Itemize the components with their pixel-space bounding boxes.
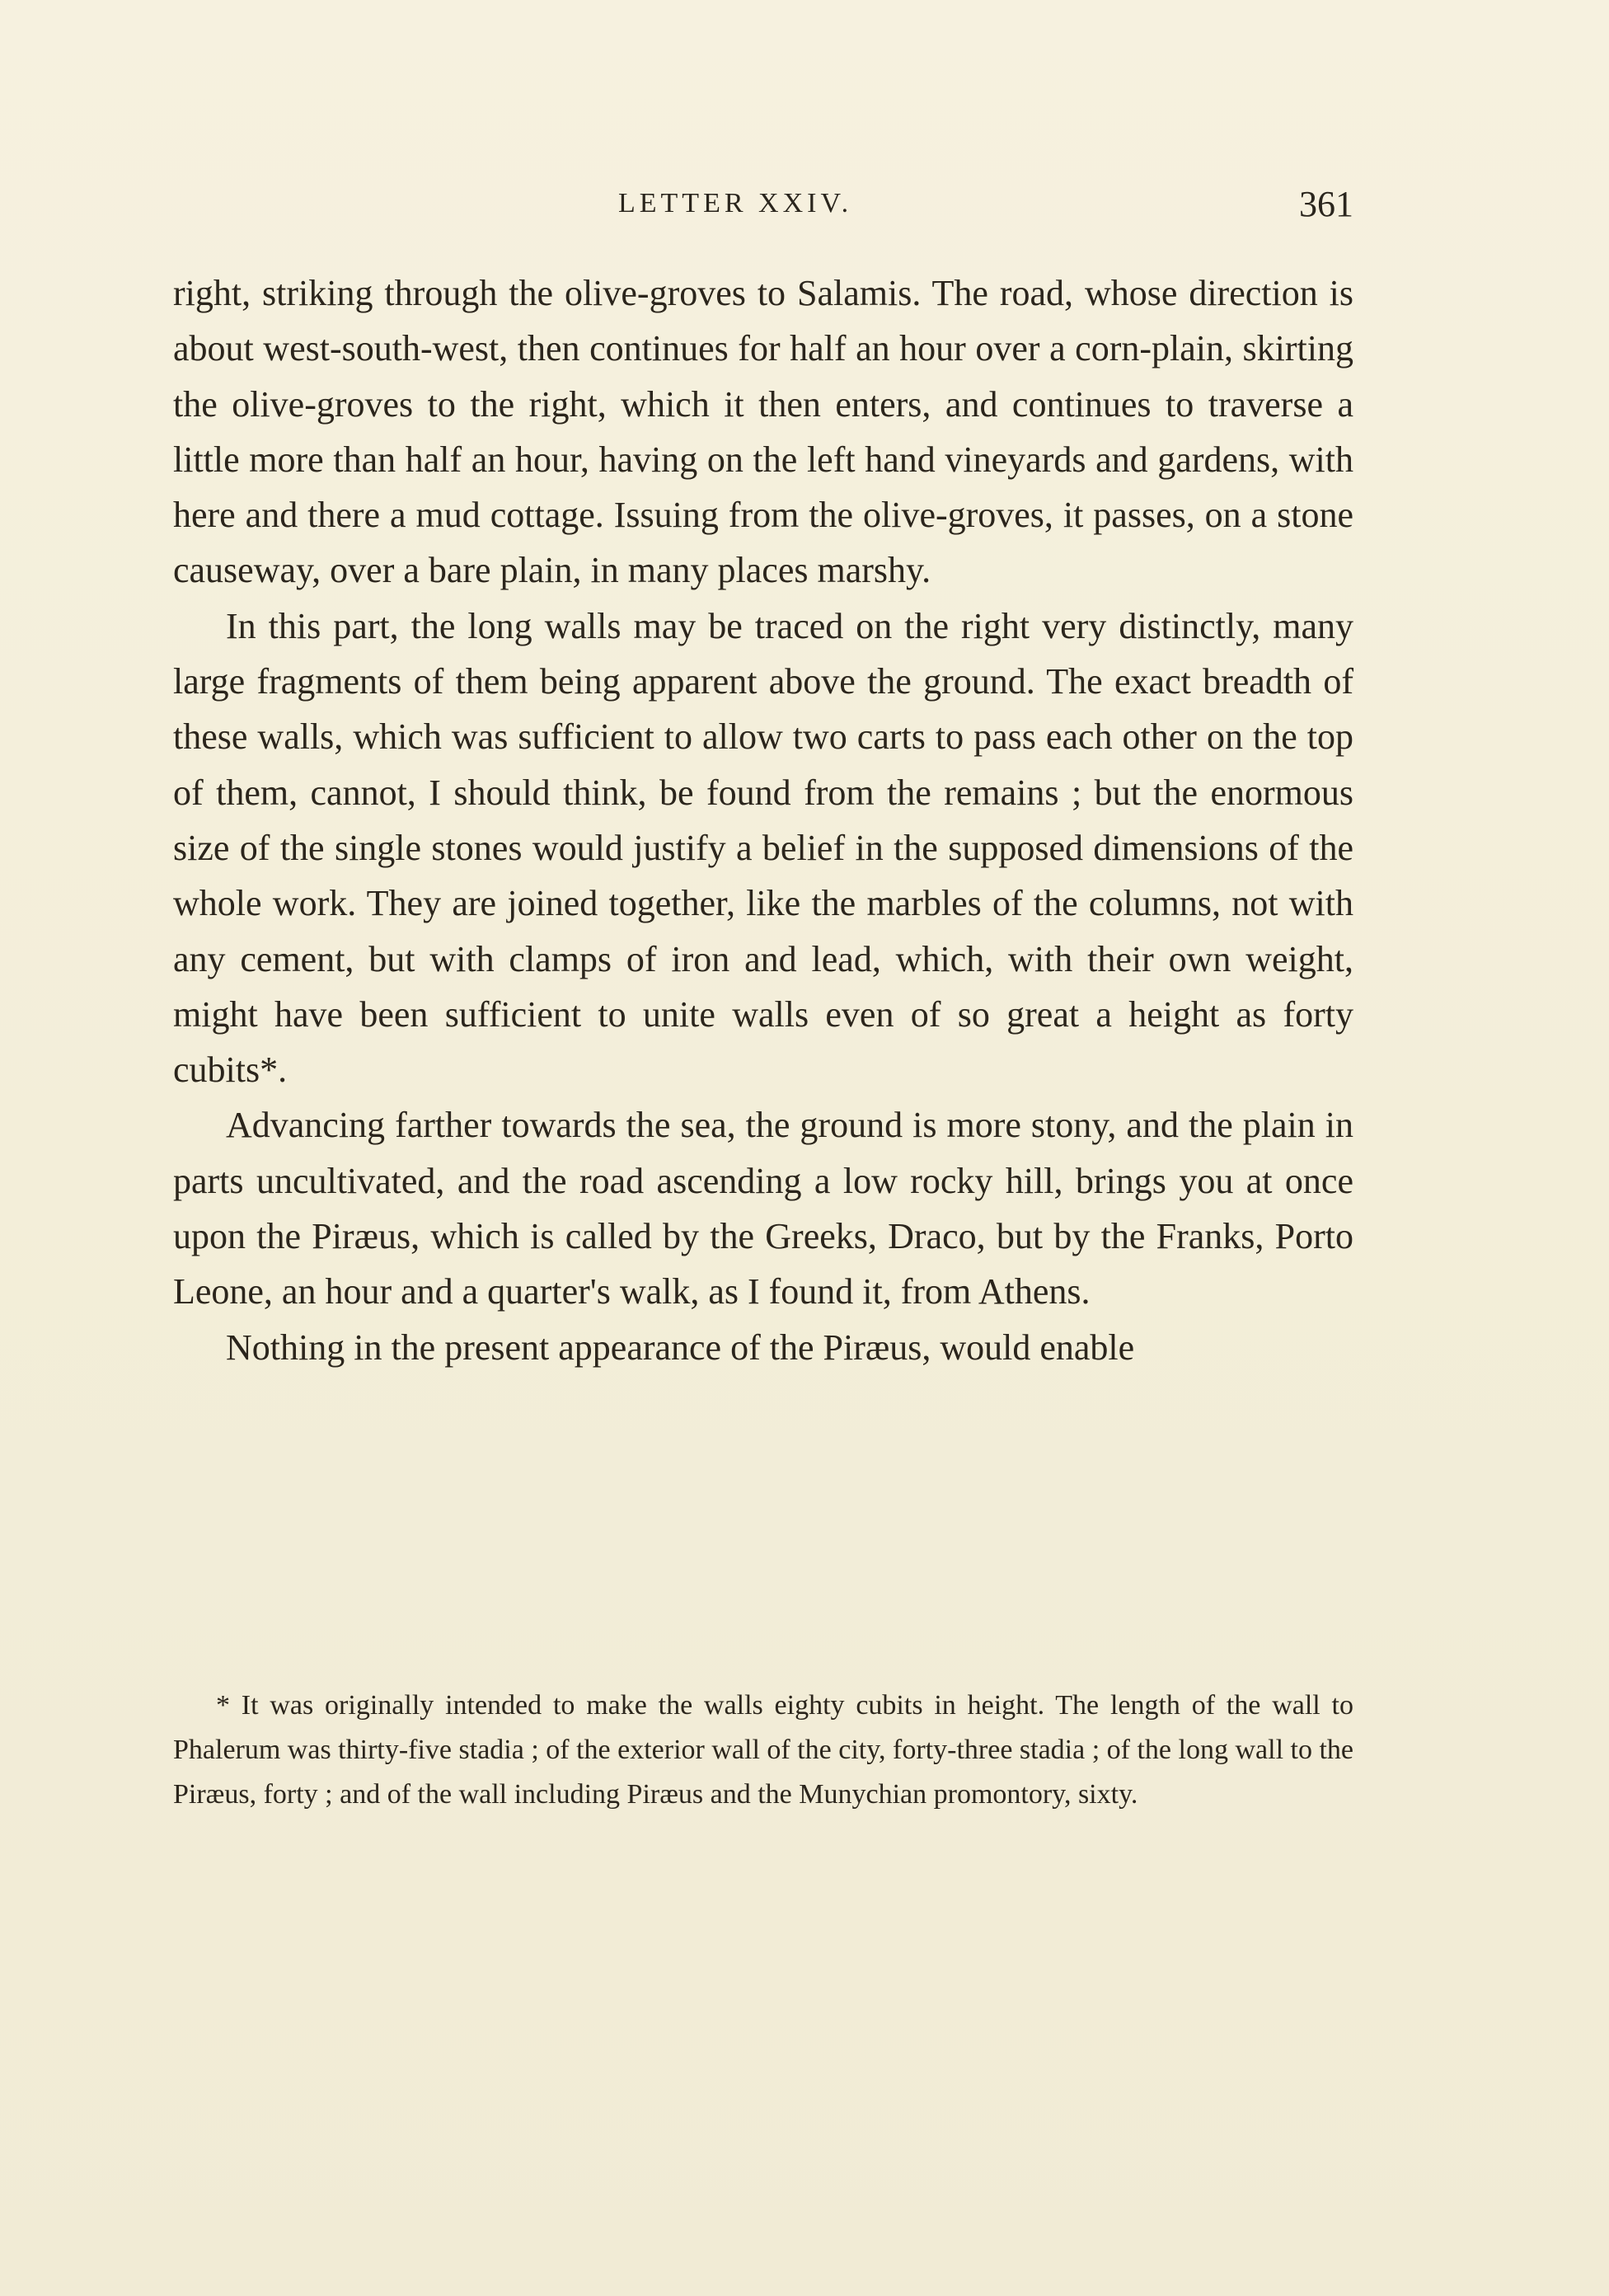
paragraph: Nothing in the present appearance of the Piræus, would enable [226, 1326, 1135, 1368]
page-number: 361 [1299, 184, 1353, 224]
paragraph: Advancing farther towards the sea, the ground is more stony, and the plain in parts uncultivated, and the road ascending a low rocky hill, brings you at once upon the Piræus, which is called by the Greeks, Draco, but by the Franks, Porto Leone, an hour and a quarter's walk, as I found it, from Athens. [173, 1105, 1353, 1312]
footnote-text: * It was originally intended to make the walls eighty cubits in height. The length of the wall to Phalerum was thirty-five stadia ; of the exterior wall of the city, forty-three stadia ; of the long wall to the Piræus, forty ; and of the wall including Piræus and the Munychian promontory, sixty. [173, 1690, 1353, 1810]
paragraph: In this part, the long walls may be traced on the right very distinctly, many large fragments of them being apparent above the ground. The exact breadth of these walls, which was sufficient to allow two carts to pass each other on the top of them, cannot, I should think, be found from the remains ; but the enormous size of the single stones would justify a belief in the supposed dimensions of the whole work. They are joined together, like the marbles of the columns, not with any cement, but with clamps of iron and lead, which, with their own weight, might have been sufficient to unite walls even of so great a height as forty cubits*. [173, 605, 1353, 1091]
footnote [173, 1683, 1353, 1817]
page-header [173, 183, 1353, 232]
body-text [173, 265, 1353, 1375]
running-head: LETTER XXIV. [618, 188, 853, 218]
paragraph: right, striking through the olive-groves to Salamis. The road, whose direction is about west-south-west, then continues for half an hour over a corn-plain, skirting the olive-groves to the right, which it then enters, and continues to traverse a little more than half an hour, having on the left hand vineyards and gardens, with here and there a mud cottage. Issuing from the olive-groves, it passes, on a stone causeway, over a bare plain, in many places marshy. [173, 273, 1353, 591]
